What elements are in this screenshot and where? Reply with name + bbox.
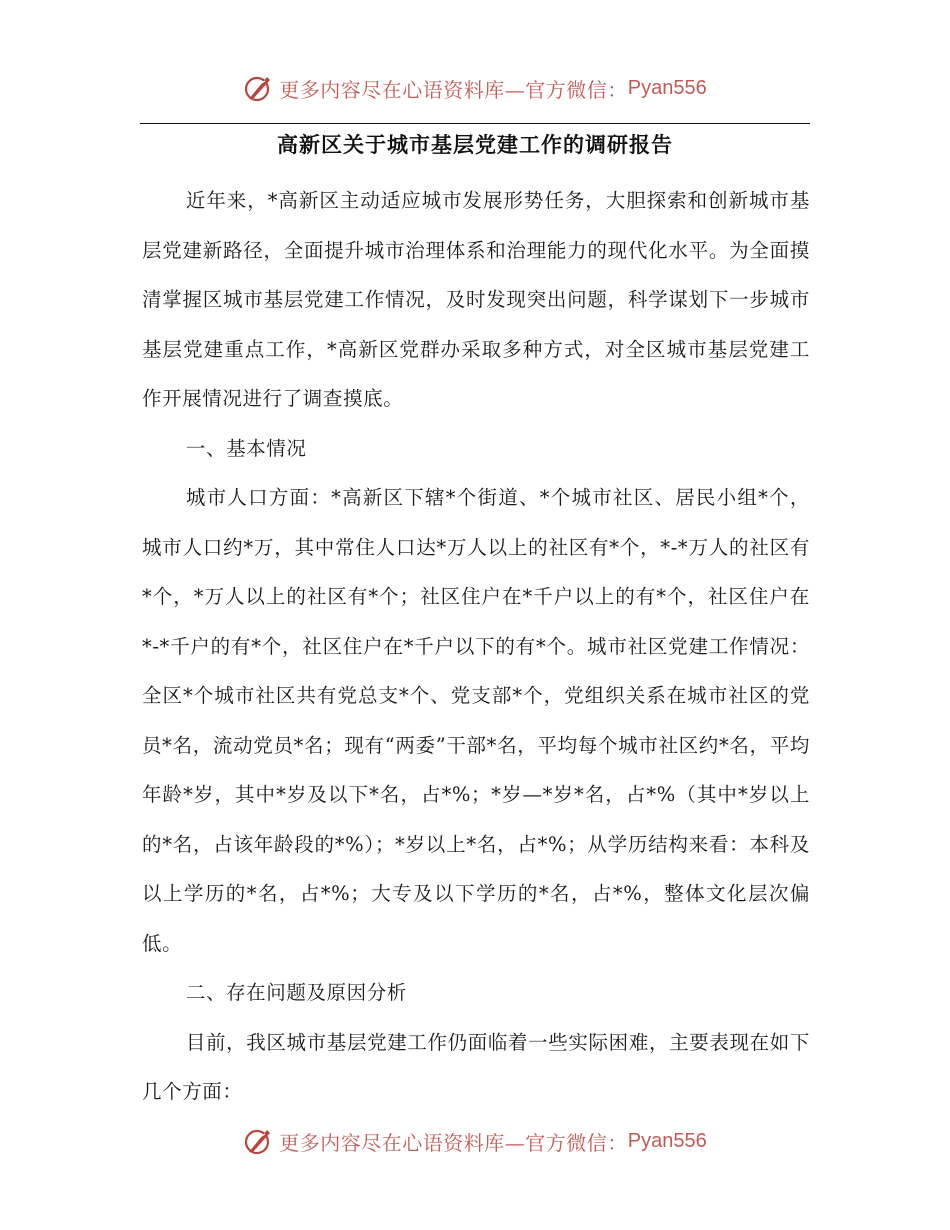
quill-pen-logo-icon xyxy=(243,73,273,103)
footer-wechat-id: Pyan556 xyxy=(627,1129,707,1152)
section-heading-basic-situation: 一、基本情况 xyxy=(185,436,307,460)
header-banner xyxy=(0,68,950,108)
section-heading-problems: 二、存在问题及原因分析 xyxy=(185,981,407,1004)
header-banner-text: 更多内容尽在心语资料库—官方微信： xyxy=(279,77,628,102)
header-rule xyxy=(140,123,810,124)
paragraph-intro: 近年来，*高新区主动适应城市发展形势任务，大胆探索和创新城市基层党建新路径，全面提升城市治理体系和治理能力的现代化水平。为全面摸清掌握区城市基层党建工作情况，及时发现突出问题，科学谋划下一步城市基层党建重点工作，*高新区党群办采取多种方式，对全区城市基层党建工作开展情况进行了调查摸底。 xyxy=(142,189,810,410)
header-wechat-id: Pyan556 xyxy=(627,76,707,99)
document-title: 高新区关于城市基层党建工作的调研报告 xyxy=(277,133,673,157)
footer-banner xyxy=(0,1121,950,1161)
footer-banner-text: 更多内容尽在心语资料库—官方微信： xyxy=(279,1130,628,1155)
quill-pen-logo-icon xyxy=(243,1126,273,1156)
document-body xyxy=(142,176,810,1117)
paragraph-problems-intro: 目前，我区城市基层党建工作仍面临着一些实际困难，主要表现在如下几个方面： xyxy=(142,1030,810,1103)
paragraph-population-stats: 城市人口方面：*高新区下辖*个街道、*个城市社区、居民小组*个，城市人口约*万，其中常住人口达*万人以上的社区有*个，*-*万人的社区有*个，*万人以上的社区有*个；社区住户在*千户以上的有*个，社区住户在*-*千户的有*个，社区住户在*千户以下的有*个。城市社区党建工作情况：全区*个城市社区共有党总支*个、党支部*个，党组织关系在城市社区的党员*名，流动党员*名；现有“两委”干部*名，平均每个城市社区约*名，平均年龄*岁，其中*岁及以下*名，占*%；*岁—*岁*名，占*%（其中*岁以上的*名，占该年龄段的*%）；*岁以上*名，占*%；从学历结构来看：本科及以上学历的*名，占*%；大专及以下学历的*名，占*%，整体文化层次偏低。 xyxy=(142,486,810,955)
